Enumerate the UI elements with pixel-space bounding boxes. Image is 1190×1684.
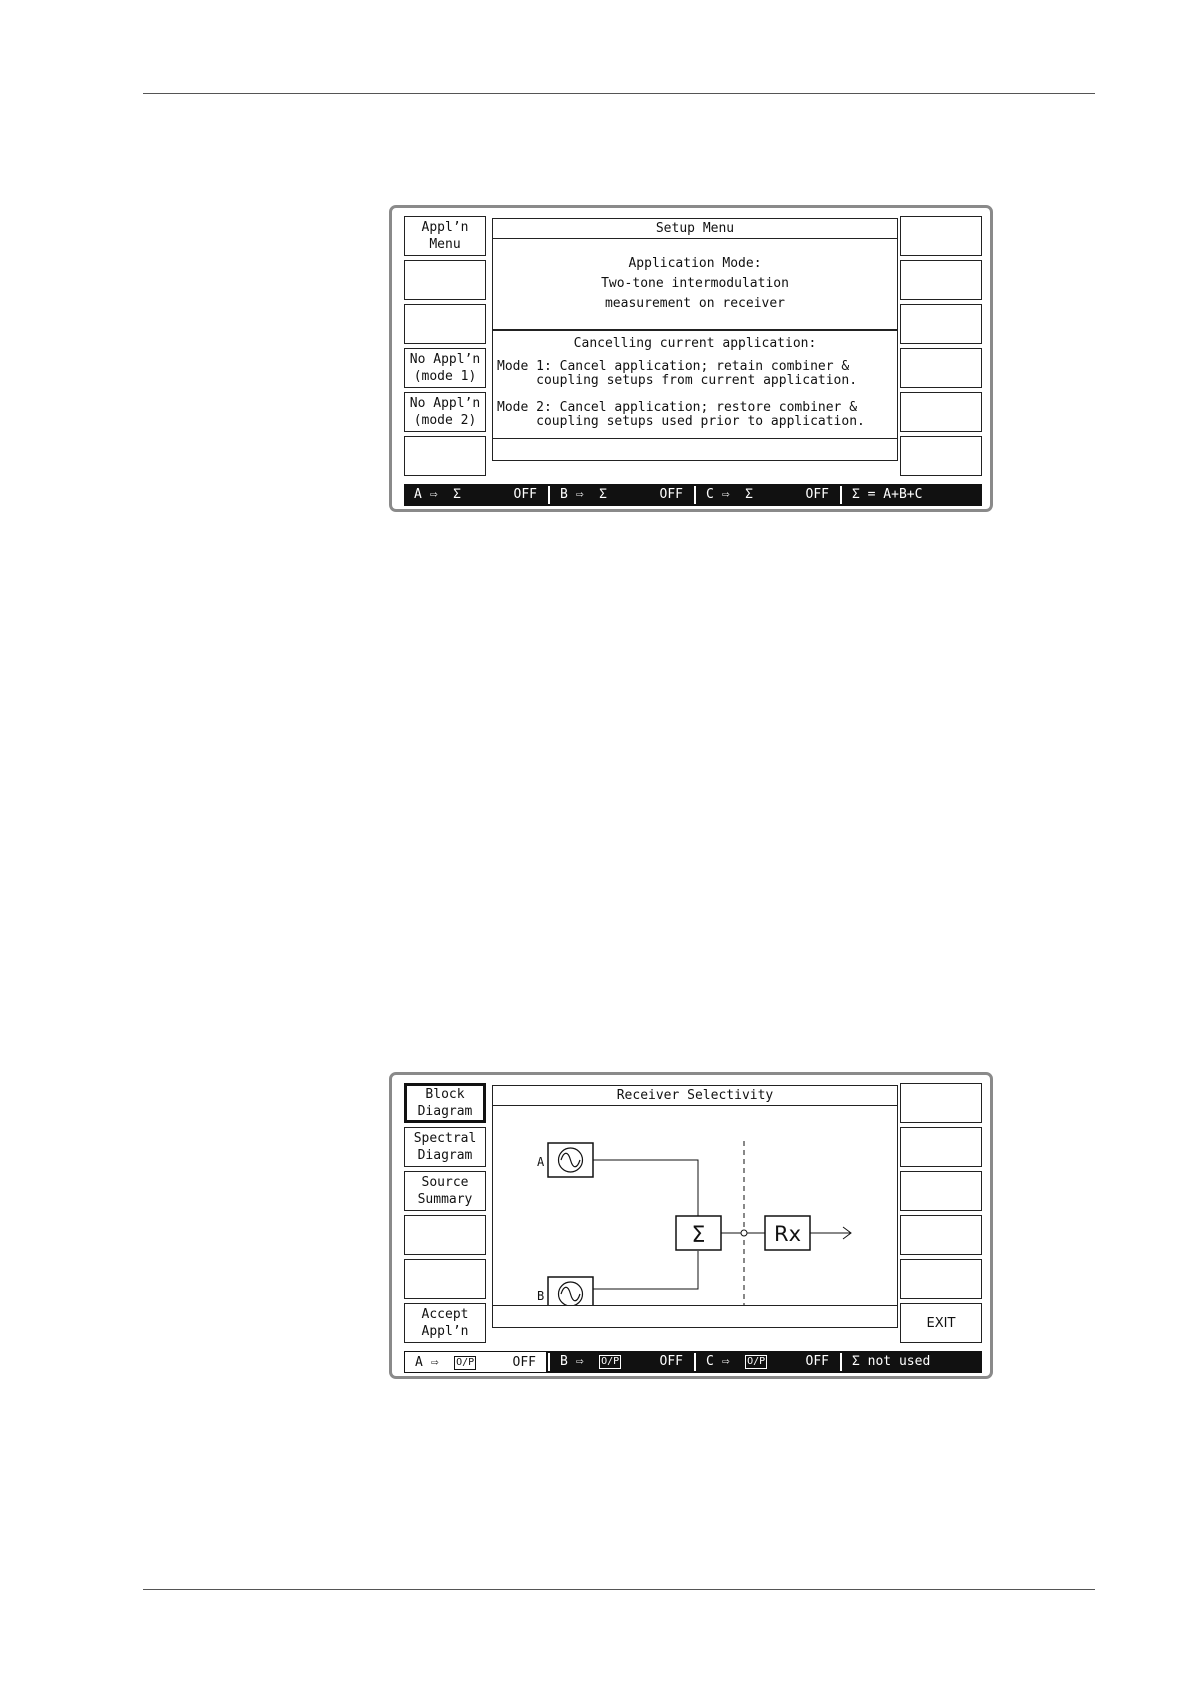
softkey-label: No Appl’n (409, 352, 481, 367)
output-arrow-icon (810, 1227, 851, 1239)
junction-node (741, 1230, 747, 1236)
status-label: A ⇨ Σ (414, 487, 461, 502)
softkey-right-1[interactable] (900, 216, 982, 256)
mode1-line-2: coupling setups from current application. (497, 373, 858, 388)
output-badge: O/P (601, 1355, 620, 1367)
softkey-left-4[interactable] (404, 1215, 486, 1255)
status-label: C ⇨ (706, 1354, 730, 1369)
status-b (550, 1351, 693, 1373)
softkey-right-4[interactable] (900, 1215, 982, 1255)
softkey-label: Accept (421, 1307, 469, 1322)
status-label: Σ = A+B+C (852, 487, 923, 502)
softkey-block-diagram[interactable] (404, 1083, 486, 1123)
softkey-right-4[interactable] (900, 348, 982, 388)
softkey-label: Source (421, 1175, 469, 1190)
status-label: A ⇨ (415, 1355, 439, 1370)
softkey-right-5[interactable] (900, 1259, 982, 1299)
receiver-selectivity-screen (389, 1072, 993, 1379)
status-value: OFF (659, 1354, 683, 1369)
panel-title: Setup Menu (493, 219, 897, 239)
status-c (696, 1351, 839, 1373)
softkey-label: Diagram (417, 1104, 473, 1119)
wire-b (593, 1251, 698, 1289)
panel-footer (493, 1305, 897, 1327)
softkey-right-3[interactable] (900, 1171, 982, 1211)
receiver-block (765, 1216, 810, 1250)
panel-title: Receiver Selectivity (493, 1086, 897, 1106)
status-label: Σ not used (852, 1354, 931, 1369)
softkey-label: Appl’n (421, 1324, 469, 1339)
oscillator-a-icon (548, 1143, 593, 1177)
mode1-line-1: Mode 1: Cancel application; retain combiner & (497, 359, 850, 374)
status-value: OFF (513, 487, 537, 502)
softkey-left-3[interactable] (404, 304, 486, 344)
softkey-label: Summary (417, 1192, 473, 1207)
status-bar (404, 484, 982, 506)
mode-line-1: Two-tone intermodulation (601, 276, 789, 291)
softkey-source-summary[interactable] (404, 1171, 486, 1211)
softkey-no-appln-mode2[interactable] (404, 392, 486, 432)
block-diagram-panel (492, 1085, 898, 1328)
status-a (404, 1351, 547, 1373)
softkey-right-2[interactable] (900, 260, 982, 300)
status-c (696, 484, 839, 506)
status-sum (842, 1351, 982, 1373)
setup-menu-screen (389, 205, 993, 512)
cancel-heading: Cancelling current application: (573, 336, 817, 351)
status-value: OFF (659, 487, 683, 502)
footer-rule (143, 1589, 1095, 1590)
softkey-label: (mode 2) (413, 413, 477, 428)
status-bar (404, 1351, 982, 1373)
source-b-label: B (537, 1289, 545, 1303)
panel-divider (493, 329, 897, 331)
softkey-exit[interactable] (900, 1303, 982, 1343)
softkey-right-3[interactable] (900, 304, 982, 344)
softkey-left-5[interactable] (404, 1259, 486, 1299)
softkey-left-6[interactable] (404, 436, 486, 476)
softkey-spectral-diagram[interactable] (404, 1127, 486, 1167)
status-label: B ⇨ (560, 1354, 584, 1369)
status-value: OFF (512, 1355, 536, 1370)
softkey-label: Spectral (413, 1131, 477, 1146)
status-sum (842, 484, 982, 506)
softkey-appln-menu[interactable] (404, 216, 486, 256)
mode-heading: Application Mode: (628, 256, 762, 271)
receiver-label: Rx (773, 1222, 802, 1246)
softkey-right-2[interactable] (900, 1127, 982, 1167)
softkey-right-1[interactable] (900, 1083, 982, 1123)
status-a (404, 484, 547, 506)
softkey-label: Block (425, 1087, 465, 1102)
combiner-block (676, 1216, 721, 1250)
softkey-right-5[interactable] (900, 392, 982, 432)
status-b (550, 484, 693, 506)
setup-menu-panel (492, 218, 898, 461)
status-label: B ⇨ Σ (560, 487, 607, 502)
status-value: OFF (805, 1354, 829, 1369)
mode-line-2: measurement on receiver (604, 296, 785, 311)
softkey-label: Menu (429, 237, 461, 252)
block-diagram (493, 1106, 896, 1305)
status-value: OFF (805, 487, 829, 502)
mode2-line-2: coupling setups used prior to application. (497, 414, 865, 429)
softkey-left-2[interactable] (404, 260, 486, 300)
panel-footer (493, 438, 897, 460)
output-badge: O/P (456, 1356, 475, 1368)
softkey-accept-appln[interactable] (404, 1303, 486, 1343)
softkey-label: (mode 1) (413, 369, 477, 384)
softkey-no-appln-mode1[interactable] (404, 348, 486, 388)
softkey-right-6[interactable] (900, 436, 982, 476)
softkey-label: Diagram (417, 1148, 473, 1163)
status-label-group (415, 1352, 476, 1374)
wire-a (593, 1160, 698, 1216)
mode2-line-1: Mode 2: Cancel application; restore combiner & (497, 400, 858, 415)
status-label-group (560, 1351, 621, 1373)
oscillator-b-icon (548, 1277, 593, 1305)
softkey-label: Appl’n (421, 220, 469, 235)
softkey-label: EXIT (926, 1315, 956, 1331)
softkey-label: No Appl’n (409, 396, 481, 411)
header-rule (143, 93, 1095, 94)
sigma-icon: Σ (691, 1223, 706, 1248)
source-a-label: A (537, 1155, 545, 1169)
output-badge: O/P (747, 1355, 766, 1367)
status-label-group (706, 1351, 767, 1373)
status-label: C ⇨ Σ (706, 487, 753, 502)
